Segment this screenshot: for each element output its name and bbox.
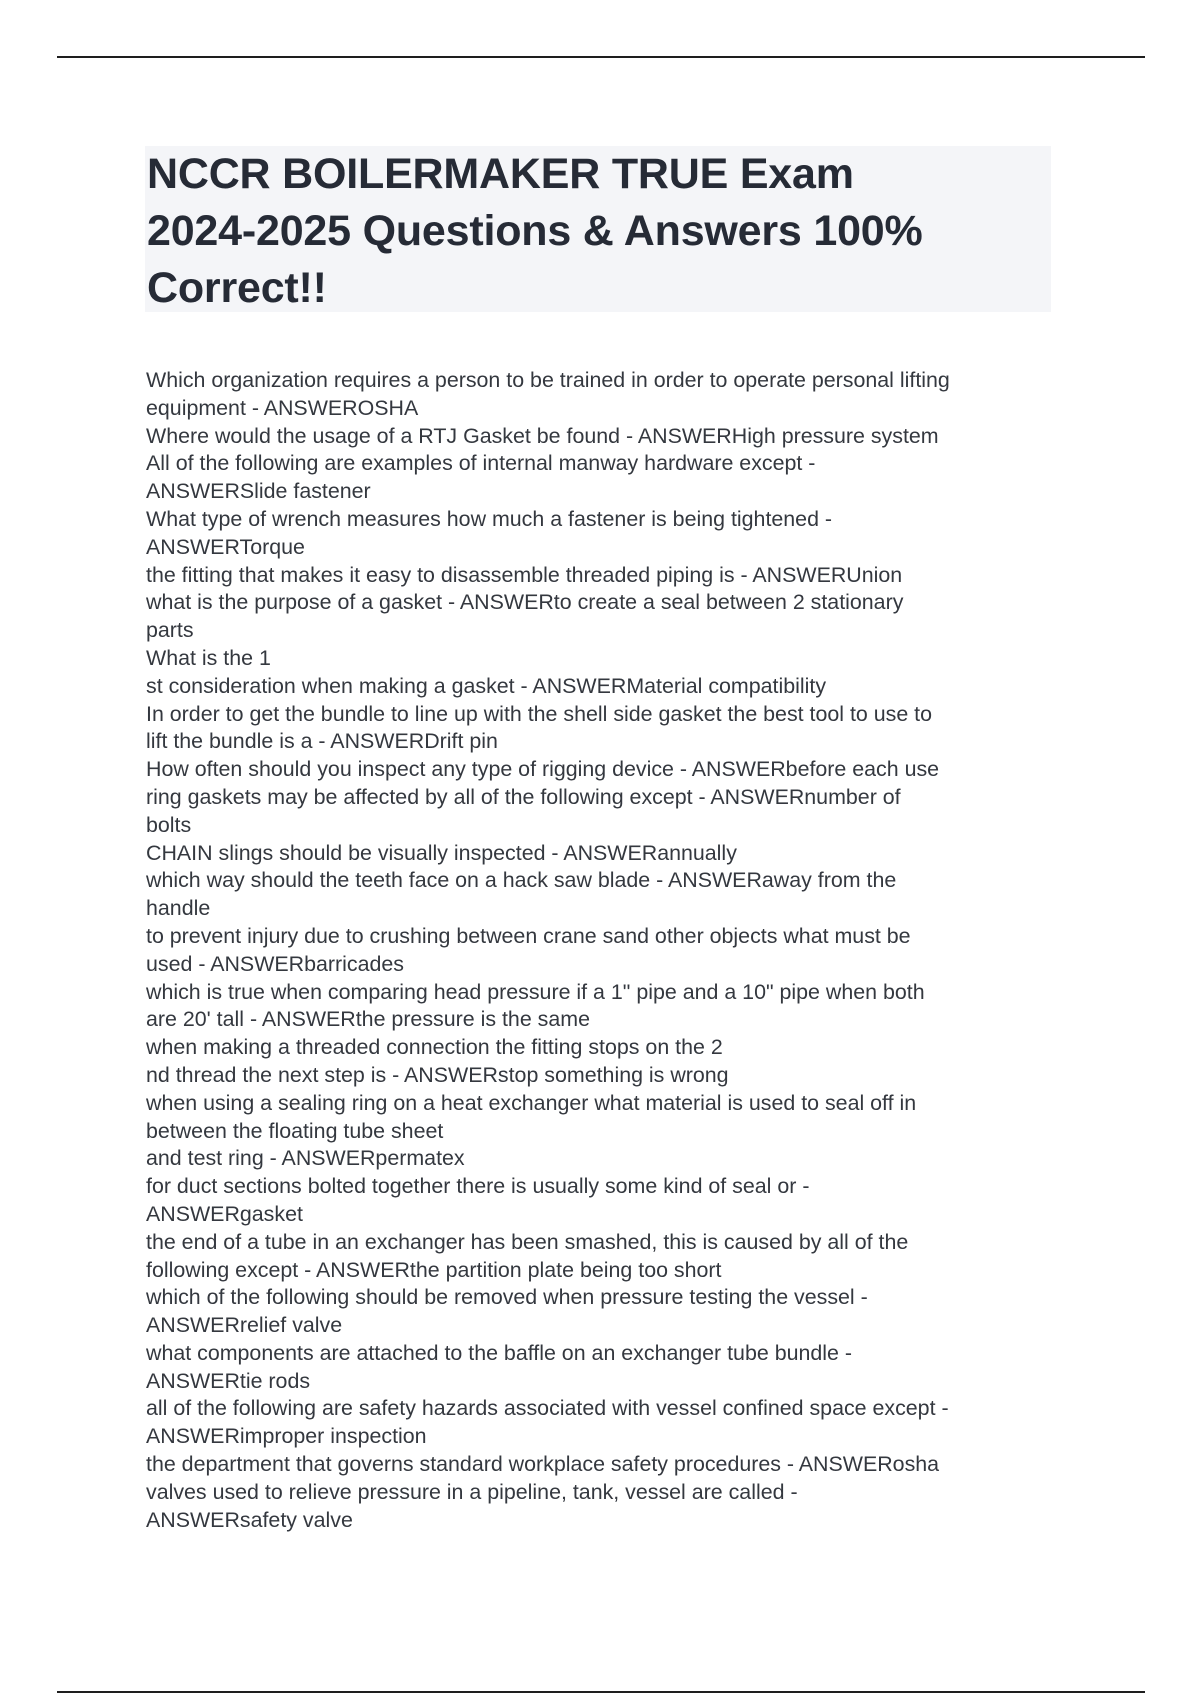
page-title xyxy=(147,146,1049,317)
qa-line: How often should you inspect any type of rigging device - ANSWERbefore each use xyxy=(146,757,940,782)
qa-line: the department that governs standard workplace safety procedures - ANSWERosha xyxy=(146,1452,940,1477)
qa-line: what components are attached to the baffle on an exchanger tube bundle - xyxy=(146,1340,852,1365)
qa-line: for duct sections bolted together there is usually some kind of seal or - xyxy=(146,1174,810,1199)
qa-line: following except - ANSWERthe partition plate being too short xyxy=(146,1257,722,1282)
qa-list xyxy=(146,367,1076,1534)
qa-line: when making a threaded connection the fitting stops on the 2 xyxy=(146,1035,723,1060)
page-top-rule xyxy=(57,56,1145,58)
qa-line: Which organization requires a person to be trained in order to operate personal lifting xyxy=(146,368,950,392)
qa-line: What type of wrench measures how much a fastener is being tightened - xyxy=(146,506,833,531)
qa-line: ANSWERSlide fastener xyxy=(146,479,371,504)
qa-line: equipment - ANSWEROSHA xyxy=(146,395,419,420)
qa-line: are 20' tall - ANSWERthe pressure is the same xyxy=(146,1007,590,1032)
qa-line: ANSWERTorque xyxy=(146,534,305,559)
qa-line: All of the following are examples of internal manway hardware except - xyxy=(146,451,816,476)
qa-line: all of the following are safety hazards associated with vessel confined space except - xyxy=(146,1396,949,1421)
qa-line: ANSWERimproper inspection xyxy=(146,1424,427,1449)
qa-line: used - ANSWERbarricades xyxy=(146,951,404,976)
qa-line: ANSWERsafety valve xyxy=(146,1507,353,1532)
qa-line: ring gaskets may be affected by all of the following except - ANSWERnumber of xyxy=(146,784,901,809)
qa-line: which is true when comparing head pressure if a 1" pipe and a 10" pipe when both xyxy=(146,979,925,1004)
qa-line: ANSWERrelief valve xyxy=(146,1313,343,1338)
page-bottom-rule xyxy=(57,1691,1145,1693)
title-line: 2024-2025 Questions & Answers 100% xyxy=(147,207,923,255)
qa-line: between the floating tube sheet xyxy=(146,1118,444,1143)
title-block xyxy=(145,146,1051,312)
qa-line: and test ring - ANSWERpermatex xyxy=(146,1146,465,1171)
qa-line: ANSWERgasket xyxy=(146,1201,303,1226)
title-line: Correct!! xyxy=(147,264,327,312)
qa-line: what is the purpose of a gasket - ANSWERto create a seal between 2 stationary xyxy=(146,590,904,615)
qa-line: to prevent injury due to crushing between crane sand other objects what must be xyxy=(146,923,911,948)
title-line: NCCR BOILERMAKER TRUE Exam xyxy=(147,150,854,198)
qa-line: st consideration when making a gasket - ANSWERMaterial compatibility xyxy=(146,673,827,698)
qa-line: handle xyxy=(146,896,211,921)
qa-line: nd thread the next step is - ANSWERstop something is wrong xyxy=(146,1062,729,1087)
qa-line: bolts xyxy=(146,812,192,837)
qa-line: when using a sealing ring on a heat exchanger what material is used to seal off in xyxy=(146,1090,917,1115)
qa-line: which way should the teeth face on a hack saw blade - ANSWERaway from the xyxy=(146,868,897,893)
qa-line: In order to get the bundle to line up with the shell side gasket the best tool to use to xyxy=(146,701,933,726)
qa-line: What is the 1 xyxy=(146,645,271,670)
qa-line: the end of a tube in an exchanger has been smashed, this is caused by all of the xyxy=(146,1229,909,1254)
qa-line: CHAIN slings should be visually inspected - ANSWERannually xyxy=(146,840,737,865)
qa-line: ANSWERtie rods xyxy=(146,1368,311,1393)
qa-line: Where would the usage of a RTJ Gasket be found - ANSWERHigh pressure system xyxy=(146,423,939,448)
qa-line: valves used to relieve pressure in a pipeline, tank, vessel are called - xyxy=(146,1479,798,1504)
qa-line: lift the bundle is a - ANSWERDrift pin xyxy=(146,729,498,754)
qa-line: which of the following should be removed when pressure testing the vessel - xyxy=(146,1285,868,1310)
qa-line: the fitting that makes it easy to disassemble threaded piping is - ANSWERUnion xyxy=(146,562,903,587)
qa-line: parts xyxy=(146,618,194,643)
